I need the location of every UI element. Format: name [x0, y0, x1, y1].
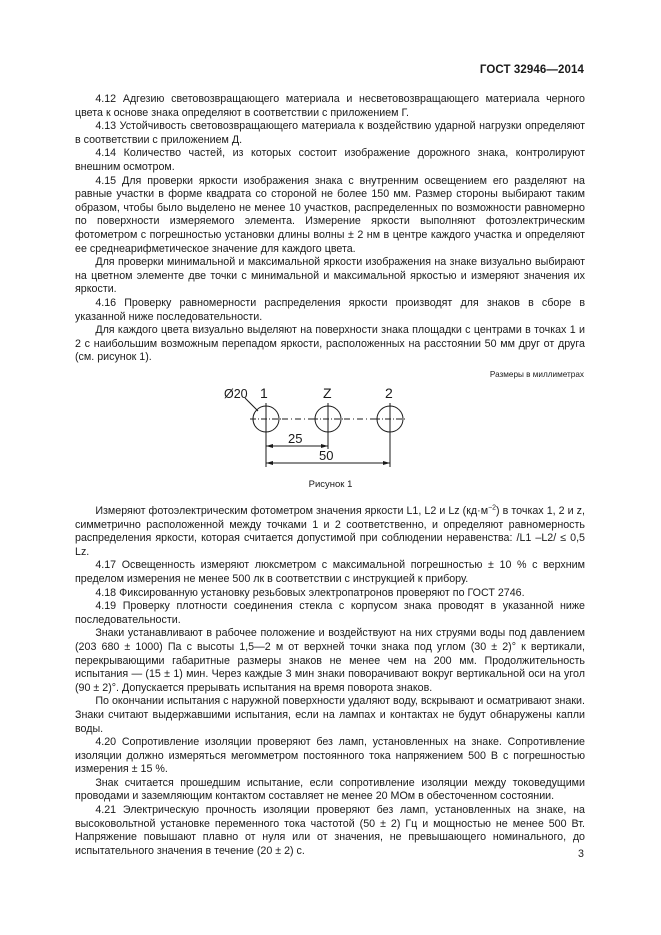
text-run: Измеряют фотоэлектрическим фотометром значения яркости L1, L2 и Lz (кд·м	[95, 505, 489, 517]
paragraph: Знаки устанавливают в рабочее положение и воздействуют на них струями воды под давлением (203 680 ± 1000) Па с высоты 1,5—2 м от верхней точки знака под углом (30 ± 2)° к вертикали, перекрывающими габаритные размеры знаков не менее чем на 200 мм. Продолжительность испытания — (15 ± 1) мин. Через каждые 3 мин знаки поворачивают вокруг вертикальной оси на угол (90 ± 2)°. Допускается прерывать испытания на время поворота знаков.	[75, 627, 585, 694]
paragraph: 4.12 Адгезию световозвращающего материала и несветовозвращающего материала черного цвета к основе знака определяют в соответствии с приложением Г.	[75, 93, 585, 119]
paragraph: Знак считается прошедшим испытание, если сопротивление изоляции между токоведущими проводами и заземляющим контактом составляет не менее 20 МОм в обесточенном состоянии.	[75, 776, 585, 803]
text-block-bottom	[75, 505, 585, 858]
point-label-1: 1	[260, 385, 268, 401]
page-number: 3	[578, 848, 584, 860]
arrowhead	[383, 461, 390, 465]
arrowhead	[266, 444, 273, 448]
dimension-label-50: 50	[319, 448, 334, 463]
text-block-top	[75, 93, 585, 365]
diameter-label: Ø20	[224, 387, 248, 401]
superscript: −2	[488, 504, 497, 512]
point-label-2: 2	[385, 385, 393, 401]
dimension-label-25: 25	[288, 431, 303, 446]
paragraph: Для проверки минимальной и максимальной яркости изображения на знаке визуально выбирают на цветном элементе две точки с минимальной и максимальной яркостью и измеряют значения их яркости.	[75, 256, 585, 296]
arrowhead	[266, 461, 273, 465]
paragraph: По окончании испытания с наружной поверхности удаляют воду, вскрывают и осматривают знаки. Знаки считают выдержавшими испытания, если на лампах и контактах не будут обнаружены капли воды.	[75, 695, 585, 735]
paragraph: 4.14 Количество частей, из которых состоит изображение дорожного знака, контролируют внешним осмотром.	[75, 147, 585, 173]
units-note: Размеры в миллиметрах	[489, 370, 584, 379]
figure-caption: Рисунок 1	[308, 479, 353, 490]
paragraph: 4.21 Электрическую прочность изоляции проверяют без ламп, установленных на знаке, на высоковольтной установке переменного тока частотой (50 ± 2) Гц и мощностью не менее 500 Вт. Напряжение повышают плавно от нуля или от значения, не превышающего номинального, до испытательного значения в течение (20 ± 2) с.	[75, 804, 585, 857]
point-label-z: Z	[323, 385, 332, 401]
paragraph: 4.13 Устойчивость световозвращающего материала к воздействию ударной нагрузки определяют в соответствии с приложением Д.	[75, 120, 585, 146]
paragraph: 4.16 Проверку равномерности распределения яркости производят для знаков в сборе в указанной ниже последовательности.	[75, 296, 585, 323]
paragraph: 4.20 Сопротивление изоляции проверяют без ламп, установленных на знаке. Сопротивление изоляции должно измеряться мегомметром постоянного тока напряжением 500 В с погрешностью измерения ± 15 %.	[75, 736, 585, 776]
text-run: ) в точках 1, 2 и z, симметрично расположенной между точками 1 и 2 соответственно, и определяют равномерность распределения яркости, которая считается допустимой при соблюдении неравенства: /L1 –L2/ ≤ 0,5 Lz.	[75, 505, 585, 558]
paragraph: 4.15 Для проверки яркости изображения знака с внутренним освещением его разделяют на равные участки в форме квадрата со стороной не более 150 мм. Размер стороны выбирают таким образом, чтобы было выделено не менее 10 участков, распределенных по возможности равномерно по поверхности измеряемого элемента. Измерение яркости выполняют фотоэлектрическим фотометром с погрешностью установки длины волны ± 2 нм в центре каждого участка и определяют ее среднеарифметическое значение для каждого цвета.	[75, 174, 585, 255]
paragraph: 4.18 Фиксированную установку резьбовых электропатронов проверяют по ГОСТ 2746.	[95, 586, 525, 599]
figure-1-diagram	[200, 381, 420, 473]
paragraph: 4.19 Проверку плотности соединения стекла с корпусом знака проводят в указанной ниже последовательности.	[75, 600, 585, 626]
paragraph: Для каждого цвета визуально выделяют на поверхности знака площадки с центрами в точках 1 и 2 с наибольшим возможным перепадом яркости, расположенных на расстоянии 50 мм друг от друга (см. рисунок 1).	[75, 324, 585, 364]
document-code: ГОСТ 32946—2014	[479, 64, 584, 76]
paragraph: 4.17 Освещенность измеряют люксметром с максимальной погрешностью ± 10 % с верхним пределом измерения не менее 500 лк в соответствии с инструкцией к прибору.	[75, 559, 585, 585]
paragraph-measurement	[75, 505, 585, 559]
